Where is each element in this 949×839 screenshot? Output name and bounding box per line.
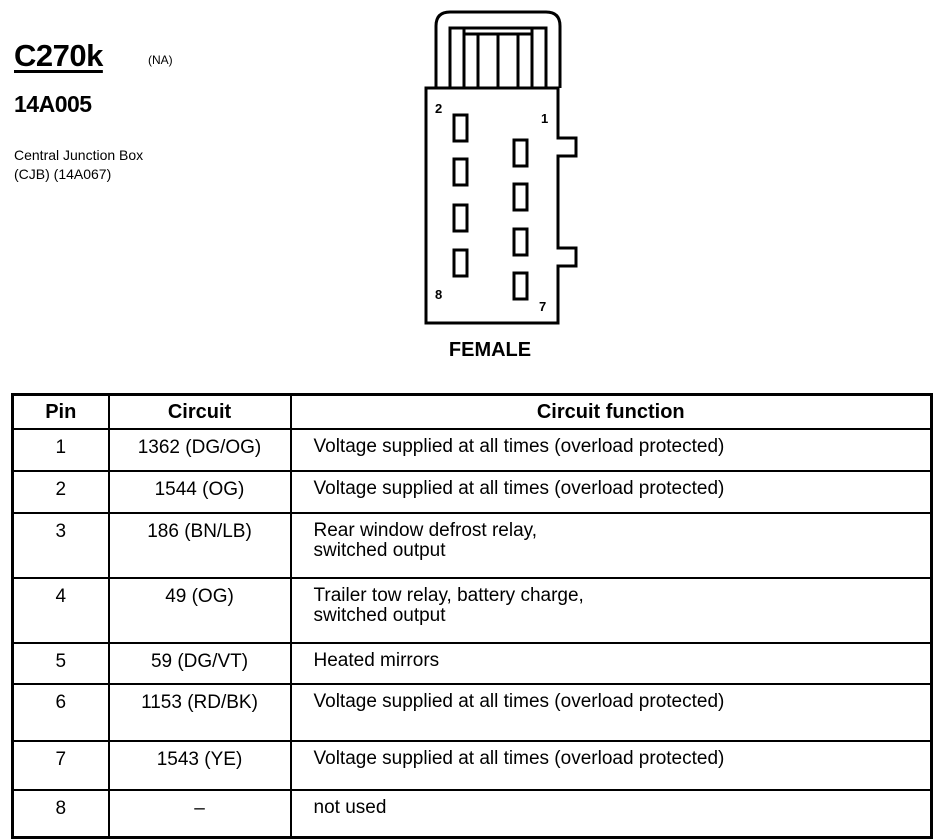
circuit-cell: 1543 (YE) xyxy=(109,741,291,790)
pin-cell: 6 xyxy=(13,684,109,741)
circuit-cell: 1362 (DG/OG) xyxy=(109,429,291,471)
connector-gender-label: FEMALE xyxy=(448,339,532,361)
header-circuit: Circuit xyxy=(109,395,291,430)
cavity-pin-3 xyxy=(514,184,527,210)
region-label: (NA) xyxy=(148,53,173,67)
table-header-row xyxy=(13,395,932,430)
function-cell xyxy=(291,513,932,578)
function-line: Trailer tow relay, battery charge, xyxy=(313,585,584,606)
circuit-cell: 49 (OG) xyxy=(109,578,291,643)
circuit-cell: 186 (BN/LB) xyxy=(109,513,291,578)
function-line: switched output xyxy=(313,540,446,561)
function-line: Voltage supplied at all times (overload protected) xyxy=(313,478,725,499)
table-row xyxy=(13,471,932,513)
pin-label-7: 7 xyxy=(539,299,547,314)
table-row xyxy=(13,578,932,643)
pin-cell: 7 xyxy=(13,741,109,790)
function-cell xyxy=(291,684,932,741)
pin-label-2: 2 xyxy=(435,101,443,116)
table-row xyxy=(13,429,932,471)
pin-cell: 3 xyxy=(13,513,109,578)
description-line-1: Central Junction Box xyxy=(14,147,144,163)
cavity-pin-8 xyxy=(454,250,467,276)
table-row xyxy=(13,643,932,684)
header-pin: Pin xyxy=(13,395,109,430)
pin-cell: 1 xyxy=(13,429,109,471)
table-row xyxy=(13,790,932,838)
table-row xyxy=(13,741,932,790)
table-row xyxy=(13,513,932,578)
cavity-pin-4 xyxy=(454,159,467,185)
header-circuit-function: Circuit function xyxy=(291,395,932,430)
function-cell xyxy=(291,578,932,643)
circuit-cell: 1544 (OG) xyxy=(109,471,291,513)
table-row xyxy=(13,684,932,741)
pin-cell: 4 xyxy=(13,578,109,643)
pin-label-1: 1 xyxy=(541,111,549,126)
function-cell xyxy=(291,790,932,838)
part-number: 14A005 xyxy=(14,91,92,117)
circuit-cell: 1153 (RD/BK) xyxy=(109,684,291,741)
cavity-pin-6 xyxy=(454,205,467,231)
function-cell xyxy=(291,429,932,471)
description-line-2: (CJB) (14A067) xyxy=(14,166,112,182)
function-cell xyxy=(291,741,932,790)
pin-cell: 5 xyxy=(13,643,109,684)
function-cell xyxy=(291,471,932,513)
cavity-pin-5 xyxy=(514,229,527,255)
function-line: Heated mirrors xyxy=(313,650,440,671)
pin-cell: 8 xyxy=(13,790,109,838)
component-description xyxy=(14,146,143,184)
pin-cell: 2 xyxy=(13,471,109,513)
circuit-cell: – xyxy=(109,790,291,838)
function-line: switched output xyxy=(313,605,446,626)
cavity-pin-2 xyxy=(454,115,467,141)
function-line: Voltage supplied at all times (overload protected) xyxy=(313,691,725,712)
cavity-pin-7 xyxy=(514,273,527,299)
pin-label-8: 8 xyxy=(435,287,443,302)
connector-face-diagram xyxy=(408,6,588,326)
pinout-table xyxy=(11,393,933,839)
function-cell xyxy=(291,643,932,684)
connector-body xyxy=(426,88,576,323)
function-line: Rear window defrost relay, xyxy=(313,520,538,541)
function-line: Voltage supplied at all times (overload protected) xyxy=(313,748,725,769)
circuit-cell: 59 (DG/VT) xyxy=(109,643,291,684)
function-line: Voltage supplied at all times (overload protected) xyxy=(313,436,725,457)
function-line: not used xyxy=(313,797,387,818)
connector-code: C270k xyxy=(14,38,103,73)
cavity-pin-1 xyxy=(514,140,527,166)
